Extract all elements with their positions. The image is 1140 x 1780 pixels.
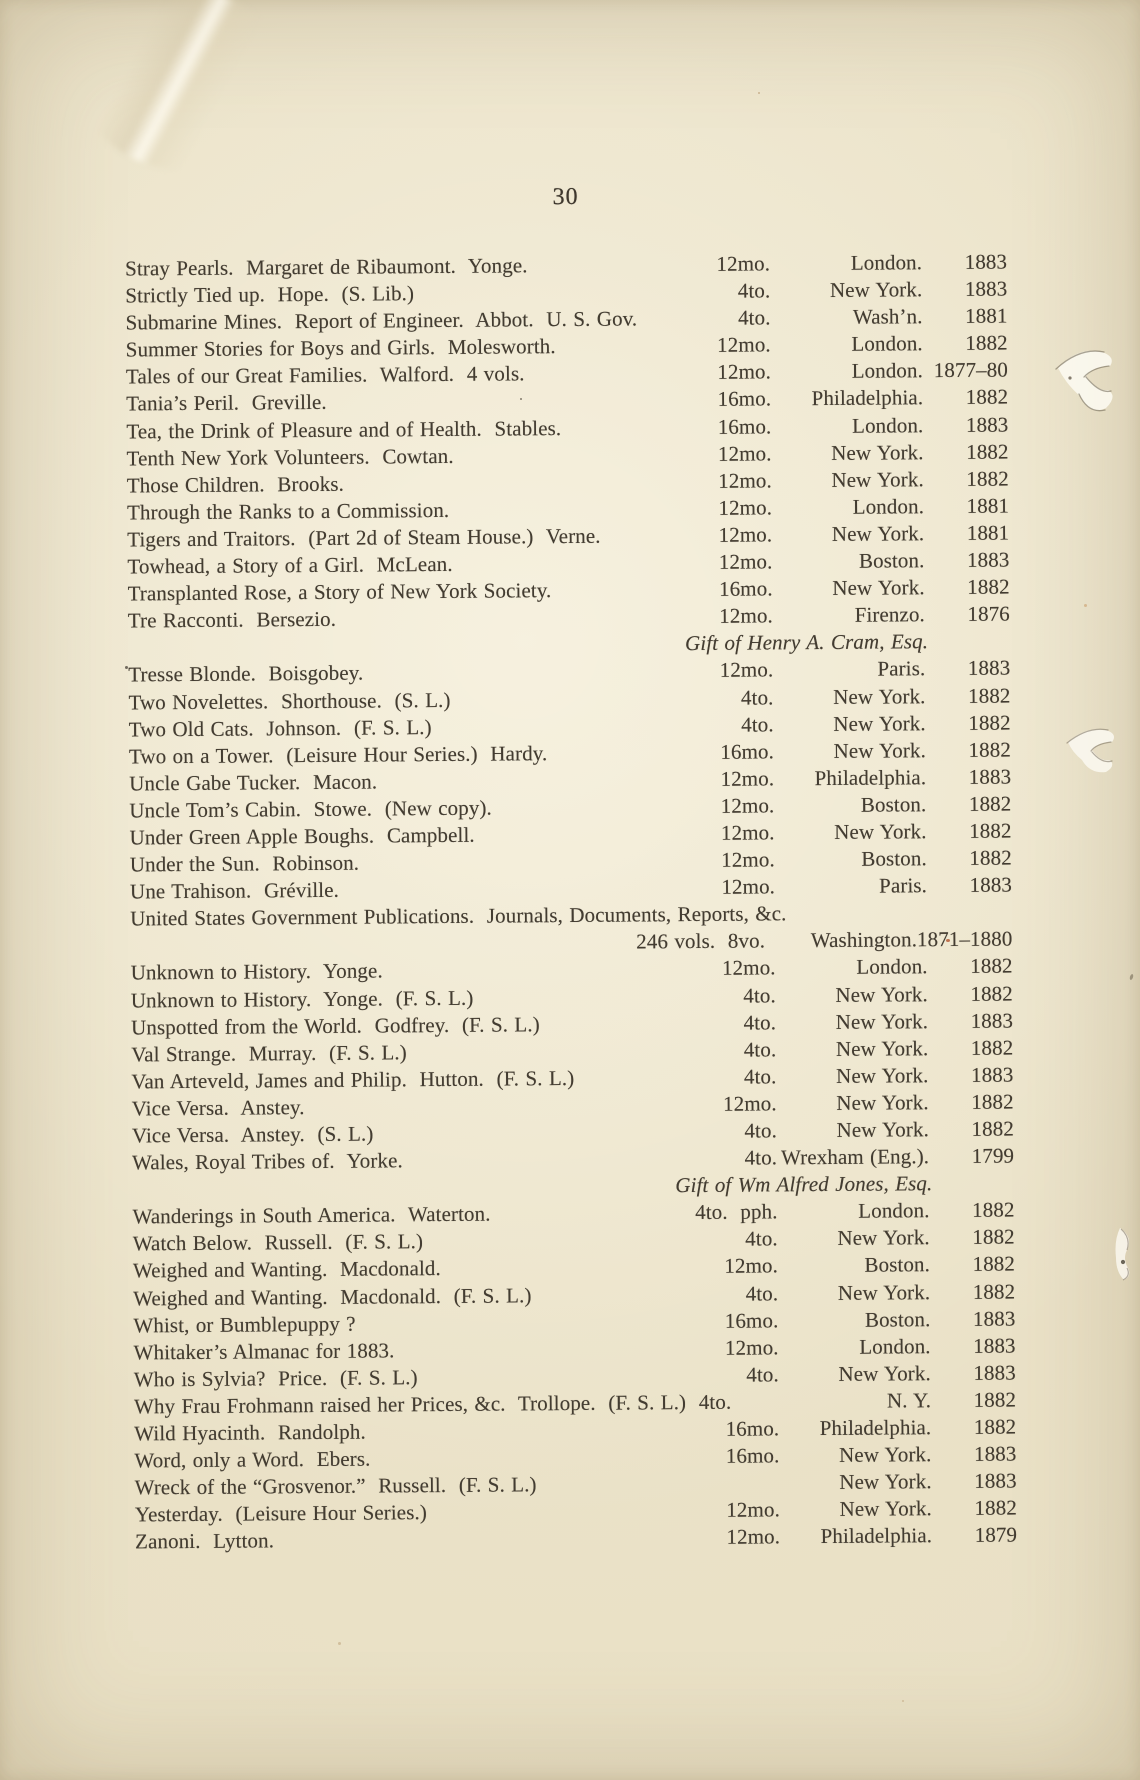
entry-year: 1881 (965, 303, 1008, 329)
entry-place: New York. (837, 1225, 930, 1251)
entry-title: Under Green Apple Boughs. Campbell. (129, 822, 475, 850)
entry-title: Whist, or Bumblepuppy ? (133, 1311, 356, 1338)
entry-place: Wrexham (Eng.). (780, 1144, 930, 1170)
entry-format: 16mo. (724, 1308, 779, 1333)
entry-title: Towhead, a Story of a Girl. McLean. (127, 551, 453, 579)
entry-format: 16mo. (725, 1416, 780, 1441)
entry-place: London. (852, 494, 925, 519)
entry-year: 1882 (970, 1035, 1014, 1060)
entry-place: New York. (831, 439, 924, 465)
entry-format: 4to. (745, 1226, 778, 1252)
entry-title: Two on a Tower. (Leisure Hour Series.) Hardy. (128, 740, 548, 769)
entry-format: 4to. (737, 305, 771, 330)
entry-place: New York. (829, 277, 923, 303)
entry-year: 1882 (972, 1224, 1015, 1250)
entry-format: 12mo. (717, 441, 772, 466)
entry-title: Unknown to History. Yonge. (F. S. L.) (130, 985, 474, 1012)
entry-format: 12mo. (726, 1497, 780, 1523)
entry-year: 1883 (972, 1306, 1016, 1331)
entry-title: Wild Hyacinth. Randolph. (134, 1419, 366, 1446)
entry-year: 1882 (972, 1197, 1015, 1223)
entry-year: 1883 (969, 872, 1013, 898)
entry-year: 1882 (974, 1495, 1017, 1521)
entry-year: 1881 (966, 520, 1010, 545)
entry-format: 12mo. (724, 1335, 779, 1360)
entry-format (639, 1388, 779, 1416)
entry-title: Uncle Gabe Tucker. Macon. (129, 769, 378, 796)
entry-title: Wanderings in South America. Waterton. (132, 1201, 491, 1229)
entry-format: 4to. (743, 1064, 777, 1089)
entry-format: 4to. (743, 982, 776, 1008)
entry-format (640, 1470, 780, 1498)
entry-place: New York. (832, 575, 925, 601)
entry-format: 12mo. (716, 251, 771, 276)
entry-place: New York. (837, 1279, 931, 1305)
entry-format: 4to. (744, 1145, 778, 1170)
entry-year: 1882 (968, 710, 1011, 735)
entry-format: 12mo. (718, 495, 773, 520)
entry-title: United States Government Publications. Journals, Documents, Reports, &c. (130, 901, 787, 931)
entry-title: Transplanted Rose, a Story of New York Society. (127, 578, 552, 606)
entry-format: 12mo. (719, 603, 773, 629)
entry-place: N. Y. (886, 1388, 932, 1413)
entry-place: London. (851, 358, 924, 384)
entry-title: Summer Stories for Boys and Girls. Molesworth. (125, 334, 556, 362)
entry-year: 1883 (973, 1441, 1017, 1466)
entry-year: 1882 (971, 1089, 1014, 1114)
entry-title: Tigers and Traitors. (Part 2d of Steam House.) Verne. (127, 523, 601, 552)
catalog-list (125, 249, 1017, 1556)
entry-format: 16mo. (717, 413, 772, 439)
entry-year: 1882 (967, 683, 1011, 708)
entry-year: 1879 (974, 1522, 1018, 1548)
entry-title: Vice Versa. Anstey. (S. L.) (131, 1121, 374, 1148)
entry-year: 1883 (973, 1333, 1016, 1358)
entry-title: Val Strange. Murray. (F. S. L.) (131, 1040, 407, 1067)
entry-place: New York. (833, 683, 926, 709)
entry-year: 1882 (970, 981, 1013, 1006)
entry-format: 12mo. (720, 793, 775, 818)
entry-year: 1883 (970, 1008, 1014, 1033)
entry-year: 1882 (966, 439, 1009, 464)
entry-format: 12mo. (720, 820, 775, 845)
entry-place: New York. (838, 1361, 931, 1386)
entry-format: 12mo. (724, 1253, 779, 1279)
entry-format: 16mo. (717, 386, 772, 412)
entry-place: New York. (836, 1063, 929, 1088)
entry-year: 1882 (973, 1387, 1017, 1412)
entry-place: London. (851, 412, 924, 438)
entry-place: Philadelphia. (811, 385, 924, 411)
entry-format: 12mo. (717, 332, 771, 358)
entry-year: 1883 (970, 1062, 1014, 1087)
entry-year: 1883 (964, 249, 1008, 274)
entry-year: 1882 (969, 818, 1012, 843)
entry-title: Those Children. Brooks. (126, 471, 345, 498)
entry-title (130, 929, 625, 960)
entry-year: 1882 (967, 574, 1010, 599)
entry-place: New York. (833, 710, 926, 736)
entry-format: 12mo. (721, 955, 776, 981)
entry-year: 1882 (968, 791, 1012, 816)
entry-place: New York. (835, 981, 928, 1007)
entry-title: Tenth New York Volunteers. Cowtan. (126, 443, 454, 471)
entry-format: 16mo. (718, 576, 773, 601)
entry-format: 4to. (745, 1280, 779, 1306)
entry-place: New York. (839, 1469, 932, 1495)
entry-place: New York. (835, 1008, 929, 1034)
entry-year: 1799 (971, 1143, 1015, 1168)
entry-year: 1882 (968, 737, 1012, 762)
entry-format: 12mo. (717, 359, 772, 385)
entry-title: Why Frau Frohmann raised her Prices, &c. Trollope. (F. S. L.) 4to. (133, 1389, 732, 1419)
gift-note: Gift of Wm Alfred Jones, Esq. (675, 1171, 933, 1198)
entry-title: Yesterday. (Leisure Hour Series.) (134, 1500, 427, 1527)
entry-title: Unspotted from the World. Godfrey. (F. S. L.) (130, 1011, 540, 1040)
entry-format: 4to. (746, 1362, 779, 1387)
entry-place: Boston. (860, 792, 927, 817)
entry-year: 1882 (973, 1414, 1017, 1439)
entry-year: 1882 (966, 466, 1009, 491)
entry-title: Two Novelettes. Shorthouse. (S. L.) (128, 687, 451, 714)
entry-title: Wales, Royal Tribes of. Yorke. (132, 1148, 403, 1175)
entry-year: 1883 (974, 1468, 1017, 1494)
entry-title: Tania’s Peril. Greville. (126, 390, 327, 416)
entry-title: Submarine Mines. Report of Engineer. Abbot. U. S. Gov. (125, 306, 638, 335)
entry-title: Weighed and Wanting. Macdonald. (F. S. L.) (133, 1282, 532, 1311)
entry-title: Two Old Cats. Johnson. (F. S. L.) (128, 714, 432, 742)
entry-place: London. (850, 250, 923, 275)
entry-format: 12mo. (720, 766, 775, 791)
entry-format: 12mo. (721, 874, 776, 899)
entry-title: Watch Below. Russell. (F. S. L.) (132, 1229, 424, 1256)
entry-year: 1882 (965, 385, 1009, 410)
entry-title: Une Trahison. Gréville. (129, 877, 340, 904)
entry-year: 1882 (972, 1279, 1016, 1304)
entry-place: Boston. (858, 548, 925, 573)
entry-year: 1883 (973, 1360, 1016, 1385)
entry-format: 16mo. (725, 1443, 780, 1468)
entry-year: 1883 (967, 655, 1011, 681)
entry-title: Tea, the Drink of Pleasure and of Health. Stables. (126, 415, 562, 444)
catalog-row (135, 1522, 1017, 1556)
entry-title: Word, only a Word. Ebers. (134, 1446, 371, 1473)
entry-format: 246 vols. 8vo. (636, 928, 766, 954)
entry-place: Paris. (879, 873, 928, 898)
entry-place: New York. (831, 466, 924, 492)
entry-year: 1883 (966, 547, 1010, 572)
entry-title: Strictly Tied up. Hope. (S. Lib.) (125, 281, 415, 308)
entry-title: Wreck of the “Grosvenor.” Russell. (F. S. L.) (134, 1472, 537, 1500)
entry-place: New York. (834, 819, 927, 844)
entry-format: 4to. (743, 1010, 777, 1035)
entry-place: Washington. (810, 927, 918, 953)
entry-title: Tales of our Great Families. Walford. 4 vols. (125, 361, 525, 389)
entry-place: Paris. (877, 656, 926, 681)
entry-place: Philadelphia. (814, 764, 927, 790)
entry-title: Stray Pearls. Margaret de Ribaumont. Yonge. (125, 253, 528, 281)
entry-year: 1883 (964, 276, 1008, 301)
entry-place (775, 899, 927, 927)
entry-title: Tre Racconti. Bersezio. (127, 607, 337, 633)
entry-place: New York. (836, 1117, 929, 1142)
entry-year: 1882 (965, 330, 1008, 356)
entry-title: Tresse Blonde. Boisgobey. (128, 661, 364, 687)
page-number: 30 (552, 183, 579, 211)
entry-format: 12mo. (721, 847, 775, 872)
entry-year: 1883 (965, 412, 1009, 437)
entry-place: London. (856, 954, 928, 980)
entry-place: Wash’n. (852, 304, 923, 329)
entry-format: 4to. (744, 1118, 777, 1143)
entry-year: 1876 (967, 601, 1010, 627)
entry-format: 4to. (740, 684, 774, 710)
entry-title: Unknown to History. Yonge. (130, 958, 383, 985)
entry-format: 12mo. (722, 1091, 777, 1116)
entry-year: 1883 (968, 764, 1012, 789)
entry-format: 4to. (741, 711, 774, 737)
entry-place: New York. (833, 737, 927, 763)
entry-title: Zanoni. Lytton. (135, 1528, 275, 1554)
entry-format: 12mo. (718, 522, 773, 547)
entry-title: Uncle Tom’s Cabin. Stowe. (New copy). (129, 795, 492, 823)
entry-place: New York. (839, 1496, 932, 1522)
entry-place: New York. (835, 1035, 929, 1061)
entry-place: Boston. (861, 846, 927, 871)
entry-format: 12mo. (726, 1524, 781, 1550)
entry-format: 4to. (737, 278, 771, 303)
entry-format (635, 901, 775, 929)
entry-format: 12mo. (718, 468, 772, 493)
entry-place: London. (859, 1333, 931, 1359)
entry-place: New York. (836, 1090, 929, 1115)
entry-year: 1877–80 (933, 357, 1009, 383)
entry-format: 12mo. (719, 657, 774, 683)
entry-format: 12mo. (718, 549, 773, 574)
entry-year: 1871–1880 (916, 926, 1013, 952)
entry-title: Through the Ranks to a Commission. (126, 497, 450, 525)
entry-place: Boston. (864, 1252, 931, 1278)
entry-title: Van Arteveld, James and Philip. Hutton. (F. S. L.) (131, 1065, 575, 1094)
entry-title: Under the Sun. Robinson. (129, 850, 360, 877)
entry-title: Vice Versa. Anstey. (131, 1094, 305, 1121)
entry-format: 4to. pph. (695, 1199, 778, 1225)
entry-place: New York. (831, 521, 925, 546)
entry-place: London. (851, 331, 923, 357)
entry-place: Boston. (864, 1306, 931, 1332)
entry-place: Firenzo. (854, 602, 925, 627)
entry-year: 1882 (970, 953, 1013, 979)
gift-note: Gift of Henry A. Cram, Esq. (684, 629, 929, 656)
entry-place: London. (858, 1198, 930, 1224)
entry-title: Whitaker’s Almanac for 1883. (133, 1338, 395, 1365)
entry-year (927, 899, 1012, 927)
entry-year: 1882 (969, 845, 1012, 870)
entry-year: 1881 (966, 493, 1010, 518)
entry-format: 4to. (743, 1037, 777, 1062)
entry-format: 16mo. (720, 739, 775, 764)
entry-place: Philadelphia. (820, 1523, 933, 1549)
entry-place: New York. (839, 1442, 932, 1468)
entry-title: Who is Sylvia? Price. (F. S. L.) (133, 1365, 418, 1392)
entry-place: Philadelphia. (819, 1415, 932, 1441)
entry-title: Weighed and Wanting. Macdonald. (132, 1256, 441, 1283)
entry-year: 1882 (972, 1251, 1016, 1277)
entry-year: 1882 (971, 1116, 1014, 1141)
